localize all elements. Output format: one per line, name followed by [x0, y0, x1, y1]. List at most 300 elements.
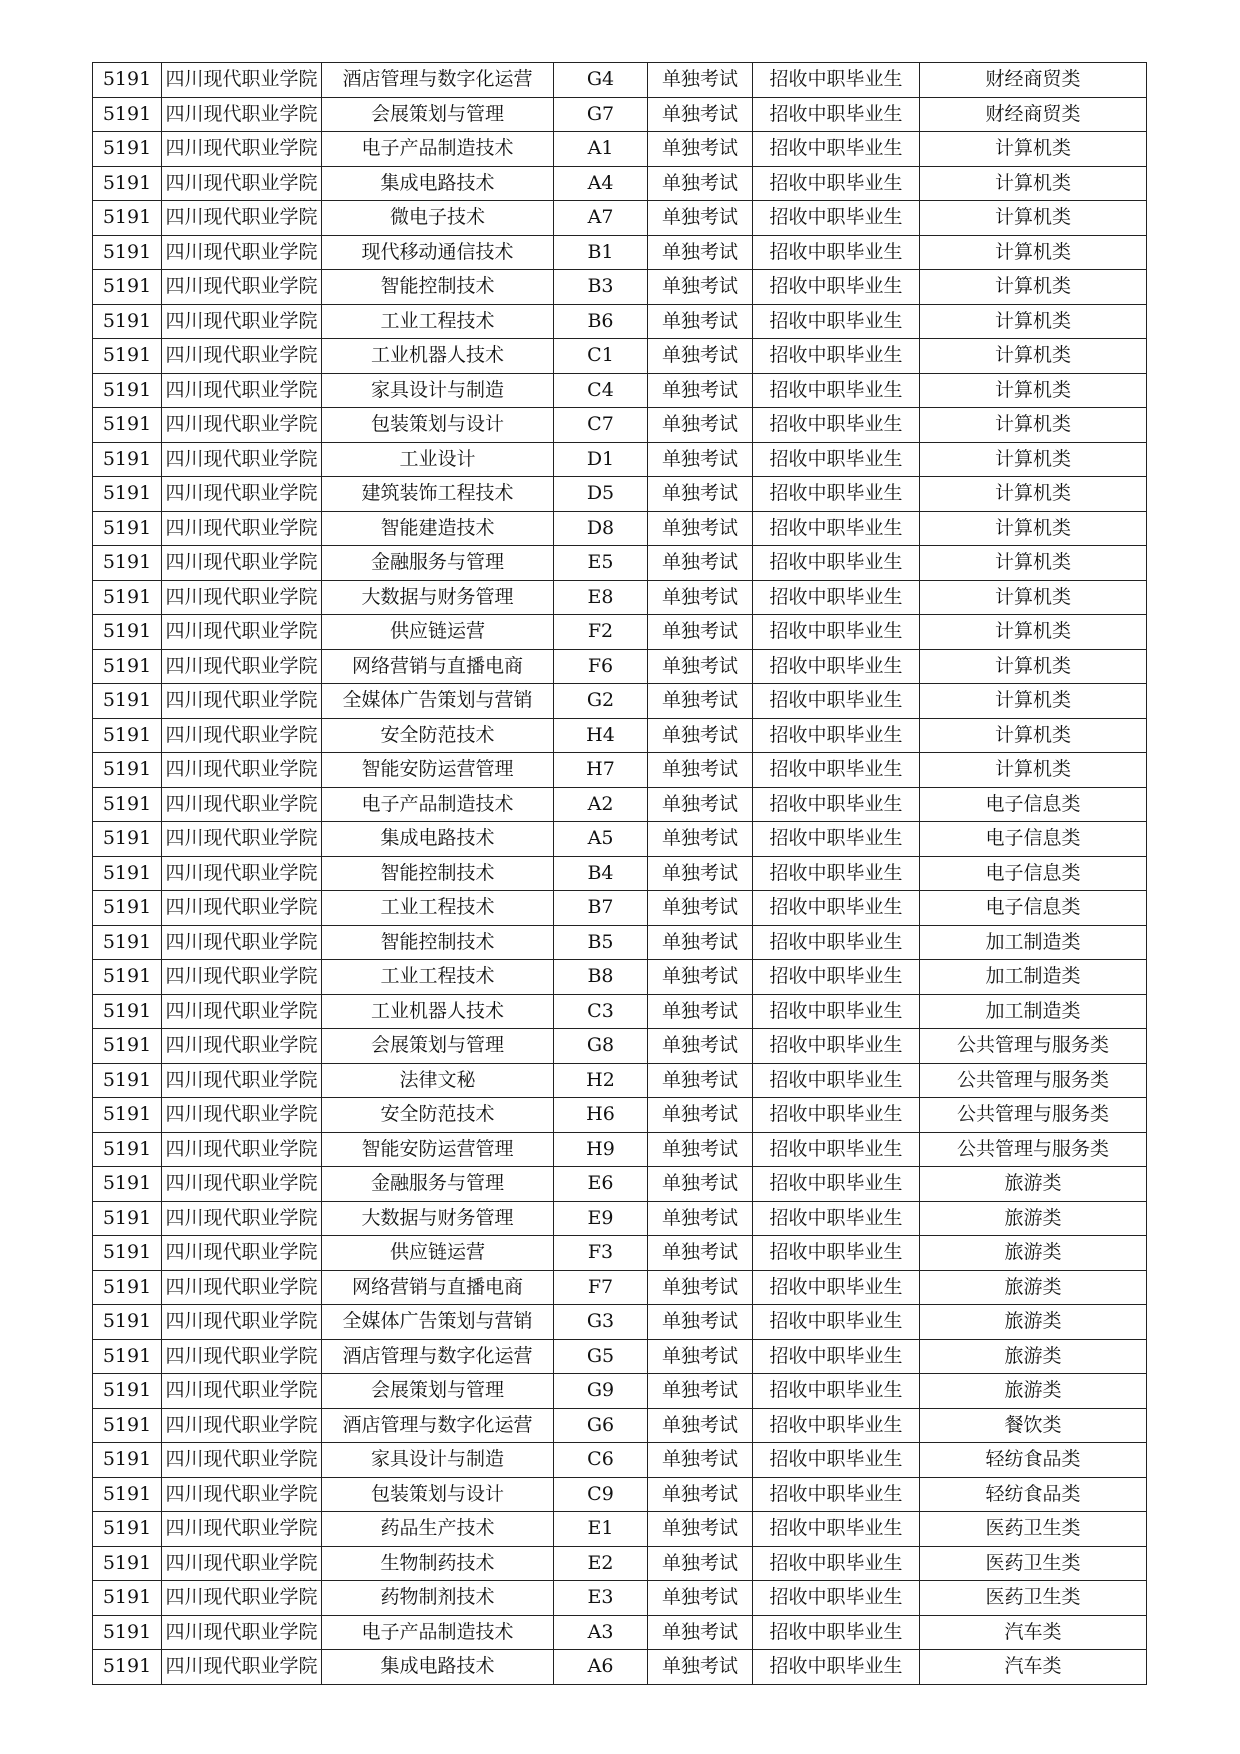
school-code-cell: 5191	[93, 891, 162, 926]
category-cell: 计算机类	[920, 442, 1147, 477]
major-name-cell: 智能控制技术	[322, 270, 554, 305]
category-cell: 旅游类	[920, 1270, 1147, 1305]
school-name-cell: 四川现代职业学院	[162, 994, 322, 1029]
enrollment-target-cell: 招收中职毕业生	[753, 546, 920, 581]
major-name-cell: 金融服务与管理	[322, 1167, 554, 1202]
category-cell: 财经商贸类	[920, 63, 1147, 98]
category-cell: 加工制造类	[920, 925, 1147, 960]
major-code-cell: C3	[554, 994, 648, 1029]
table-row	[93, 166, 1147, 201]
major-code-cell: A5	[554, 822, 648, 857]
major-code-cell: A1	[554, 132, 648, 167]
school-name-cell: 四川现代职业学院	[162, 339, 322, 374]
enrollment-target-cell: 招收中职毕业生	[753, 1650, 920, 1685]
exam-type-cell: 单独考试	[648, 1098, 753, 1133]
major-name-cell: 酒店管理与数字化运营	[322, 63, 554, 98]
table-row	[93, 1201, 1147, 1236]
enrollment-target-cell: 招收中职毕业生	[753, 649, 920, 684]
category-cell: 计算机类	[920, 477, 1147, 512]
enrollment-target-cell: 招收中职毕业生	[753, 63, 920, 98]
school-name-cell: 四川现代职业学院	[162, 684, 322, 719]
school-code-cell: 5191	[93, 477, 162, 512]
school-name-cell: 四川现代职业学院	[162, 1132, 322, 1167]
category-cell: 计算机类	[920, 649, 1147, 684]
major-name-cell: 网络营销与直播电商	[322, 649, 554, 684]
enrollment-target-cell: 招收中职毕业生	[753, 753, 920, 788]
school-code-cell: 5191	[93, 753, 162, 788]
major-name-cell: 集成电路技术	[322, 822, 554, 857]
major-code-cell: D1	[554, 442, 648, 477]
school-code-cell: 5191	[93, 511, 162, 546]
table-row	[93, 580, 1147, 615]
school-name-cell: 四川现代职业学院	[162, 408, 322, 443]
school-name-cell: 四川现代职业学院	[162, 1270, 322, 1305]
major-code-cell: D5	[554, 477, 648, 512]
exam-type-cell: 单独考试	[648, 787, 753, 822]
enrollment-target-cell: 招收中职毕业生	[753, 1063, 920, 1098]
school-code-cell: 5191	[93, 994, 162, 1029]
exam-type-cell: 单独考试	[648, 1546, 753, 1581]
school-name-cell: 四川现代职业学院	[162, 477, 322, 512]
major-name-cell: 会展策划与管理	[322, 1374, 554, 1409]
school-code-cell: 5191	[93, 1615, 162, 1650]
school-code-cell: 5191	[93, 1581, 162, 1616]
table-row	[93, 1236, 1147, 1271]
enrollment-target-cell: 招收中职毕业生	[753, 442, 920, 477]
table-row	[93, 270, 1147, 305]
table-row	[93, 546, 1147, 581]
school-code-cell: 5191	[93, 132, 162, 167]
major-name-cell: 包装策划与设计	[322, 408, 554, 443]
table-row	[93, 1098, 1147, 1133]
enrollment-target-cell: 招收中职毕业生	[753, 994, 920, 1029]
major-name-cell: 工业工程技术	[322, 304, 554, 339]
school-name-cell: 四川现代职业学院	[162, 1167, 322, 1202]
category-cell: 轻纺食品类	[920, 1443, 1147, 1478]
school-name-cell: 四川现代职业学院	[162, 1443, 322, 1478]
exam-type-cell: 单独考试	[648, 270, 753, 305]
school-code-cell: 5191	[93, 1443, 162, 1478]
exam-type-cell: 单独考试	[648, 1615, 753, 1650]
enrollment-target-cell: 招收中职毕业生	[753, 1098, 920, 1133]
major-name-cell: 电子产品制造技术	[322, 1615, 554, 1650]
school-code-cell: 5191	[93, 580, 162, 615]
table-row	[93, 891, 1147, 926]
category-cell: 医药卫生类	[920, 1581, 1147, 1616]
school-code-cell: 5191	[93, 1132, 162, 1167]
major-name-cell: 集成电路技术	[322, 1650, 554, 1685]
school-name-cell: 四川现代职业学院	[162, 235, 322, 270]
category-cell: 计算机类	[920, 408, 1147, 443]
school-code-cell: 5191	[93, 1098, 162, 1133]
enrollment-target-cell: 招收中职毕业生	[753, 1546, 920, 1581]
school-code-cell: 5191	[93, 63, 162, 98]
category-cell: 计算机类	[920, 580, 1147, 615]
exam-type-cell: 单独考试	[648, 856, 753, 891]
exam-type-cell: 单独考试	[648, 1581, 753, 1616]
major-code-cell: A2	[554, 787, 648, 822]
major-code-cell: G4	[554, 63, 648, 98]
major-name-cell: 生物制药技术	[322, 1546, 554, 1581]
major-code-cell: G3	[554, 1305, 648, 1340]
table-row	[93, 1339, 1147, 1374]
school-name-cell: 四川现代职业学院	[162, 201, 322, 236]
exam-type-cell: 单独考试	[648, 339, 753, 374]
exam-type-cell: 单独考试	[648, 1063, 753, 1098]
school-name-cell: 四川现代职业学院	[162, 1615, 322, 1650]
exam-type-cell: 单独考试	[648, 63, 753, 98]
major-name-cell: 法律文秘	[322, 1063, 554, 1098]
major-code-cell: A4	[554, 166, 648, 201]
table-row	[93, 649, 1147, 684]
major-name-cell: 家具设计与制造	[322, 373, 554, 408]
category-cell: 计算机类	[920, 615, 1147, 650]
exam-type-cell: 单独考试	[648, 1408, 753, 1443]
major-code-cell: B1	[554, 235, 648, 270]
major-name-cell: 智能建造技术	[322, 511, 554, 546]
school-code-cell: 5191	[93, 1546, 162, 1581]
table-row	[93, 925, 1147, 960]
major-name-cell: 智能安防运营管理	[322, 1132, 554, 1167]
enrollment-target-cell: 招收中职毕业生	[753, 1477, 920, 1512]
school-code-cell: 5191	[93, 408, 162, 443]
school-code-cell: 5191	[93, 649, 162, 684]
category-cell: 财经商贸类	[920, 97, 1147, 132]
school-name-cell: 四川现代职业学院	[162, 787, 322, 822]
major-name-cell: 工业机器人技术	[322, 339, 554, 374]
major-code-cell: E1	[554, 1512, 648, 1547]
school-code-cell: 5191	[93, 856, 162, 891]
exam-type-cell: 单独考试	[648, 201, 753, 236]
major-code-cell: H9	[554, 1132, 648, 1167]
table-row	[93, 511, 1147, 546]
table-row	[93, 1546, 1147, 1581]
exam-type-cell: 单独考试	[648, 925, 753, 960]
major-name-cell: 会展策划与管理	[322, 1029, 554, 1064]
major-name-cell: 工业设计	[322, 442, 554, 477]
school-code-cell: 5191	[93, 201, 162, 236]
enrollment-target-cell: 招收中职毕业生	[753, 891, 920, 926]
category-cell: 公共管理与服务类	[920, 1063, 1147, 1098]
category-cell: 旅游类	[920, 1236, 1147, 1271]
category-cell: 电子信息类	[920, 856, 1147, 891]
school-name-cell: 四川现代职业学院	[162, 1581, 322, 1616]
school-code-cell: 5191	[93, 1063, 162, 1098]
category-cell: 电子信息类	[920, 787, 1147, 822]
exam-type-cell: 单独考试	[648, 166, 753, 201]
school-name-cell: 四川现代职业学院	[162, 1374, 322, 1409]
major-code-cell: D8	[554, 511, 648, 546]
major-name-cell: 工业机器人技术	[322, 994, 554, 1029]
exam-type-cell: 单独考试	[648, 684, 753, 719]
enrollment-target-cell: 招收中职毕业生	[753, 1408, 920, 1443]
table-row	[93, 718, 1147, 753]
enrollment-target-cell: 招收中职毕业生	[753, 718, 920, 753]
major-code-cell: C7	[554, 408, 648, 443]
school-name-cell: 四川现代职业学院	[162, 615, 322, 650]
school-code-cell: 5191	[93, 97, 162, 132]
major-code-cell: B7	[554, 891, 648, 926]
enrollment-target-cell: 招收中职毕业生	[753, 201, 920, 236]
exam-type-cell: 单独考试	[648, 373, 753, 408]
exam-type-cell: 单独考试	[648, 1650, 753, 1685]
category-cell: 旅游类	[920, 1339, 1147, 1374]
table-row	[93, 235, 1147, 270]
table-row	[93, 960, 1147, 995]
major-code-cell: B3	[554, 270, 648, 305]
major-code-cell: E8	[554, 580, 648, 615]
school-code-cell: 5191	[93, 270, 162, 305]
admission-table	[92, 62, 1147, 1685]
major-name-cell: 网络营销与直播电商	[322, 1270, 554, 1305]
table-row	[93, 63, 1147, 98]
major-code-cell: G2	[554, 684, 648, 719]
exam-type-cell: 单独考试	[648, 615, 753, 650]
exam-type-cell: 单独考试	[648, 304, 753, 339]
table-row	[93, 1132, 1147, 1167]
major-name-cell: 建筑装饰工程技术	[322, 477, 554, 512]
school-name-cell: 四川现代职业学院	[162, 1339, 322, 1374]
major-code-cell: G5	[554, 1339, 648, 1374]
major-name-cell: 大数据与财务管理	[322, 1201, 554, 1236]
exam-type-cell: 单独考试	[648, 546, 753, 581]
major-code-cell: G9	[554, 1374, 648, 1409]
table-row	[93, 615, 1147, 650]
category-cell: 计算机类	[920, 511, 1147, 546]
enrollment-target-cell: 招收中职毕业生	[753, 1512, 920, 1547]
table-row	[93, 339, 1147, 374]
major-code-cell: C6	[554, 1443, 648, 1478]
major-code-cell: G6	[554, 1408, 648, 1443]
school-name-cell: 四川现代职业学院	[162, 166, 322, 201]
school-code-cell: 5191	[93, 1339, 162, 1374]
exam-type-cell: 单独考试	[648, 753, 753, 788]
school-name-cell: 四川现代职业学院	[162, 373, 322, 408]
table-row	[93, 1615, 1147, 1650]
enrollment-target-cell: 招收中职毕业生	[753, 235, 920, 270]
enrollment-target-cell: 招收中职毕业生	[753, 373, 920, 408]
school-code-cell: 5191	[93, 1477, 162, 1512]
school-name-cell: 四川现代职业学院	[162, 63, 322, 98]
major-name-cell: 现代移动通信技术	[322, 235, 554, 270]
school-name-cell: 四川现代职业学院	[162, 1098, 322, 1133]
enrollment-target-cell: 招收中职毕业生	[753, 1305, 920, 1340]
table-row	[93, 1374, 1147, 1409]
exam-type-cell: 单独考试	[648, 235, 753, 270]
major-name-cell: 工业工程技术	[322, 960, 554, 995]
major-name-cell: 包装策划与设计	[322, 1477, 554, 1512]
category-cell: 计算机类	[920, 201, 1147, 236]
major-code-cell: B6	[554, 304, 648, 339]
school-name-cell: 四川现代职业学院	[162, 1063, 322, 1098]
major-name-cell: 智能控制技术	[322, 856, 554, 891]
category-cell: 电子信息类	[920, 891, 1147, 926]
exam-type-cell: 单独考试	[648, 960, 753, 995]
category-cell: 公共管理与服务类	[920, 1029, 1147, 1064]
category-cell: 计算机类	[920, 166, 1147, 201]
category-cell: 汽车类	[920, 1615, 1147, 1650]
table-row	[93, 684, 1147, 719]
table-row	[93, 1063, 1147, 1098]
table-row	[93, 753, 1147, 788]
school-code-cell: 5191	[93, 1305, 162, 1340]
school-code-cell: 5191	[93, 822, 162, 857]
table-row	[93, 442, 1147, 477]
table-row	[93, 1512, 1147, 1547]
school-code-cell: 5191	[93, 546, 162, 581]
school-code-cell: 5191	[93, 1650, 162, 1685]
category-cell: 计算机类	[920, 132, 1147, 167]
enrollment-target-cell: 招收中职毕业生	[753, 339, 920, 374]
school-code-cell: 5191	[93, 1374, 162, 1409]
enrollment-target-cell: 招收中职毕业生	[753, 1374, 920, 1409]
enrollment-target-cell: 招收中职毕业生	[753, 960, 920, 995]
enrollment-target-cell: 招收中职毕业生	[753, 1029, 920, 1064]
school-code-cell: 5191	[93, 615, 162, 650]
enrollment-target-cell: 招收中职毕业生	[753, 1201, 920, 1236]
category-cell: 计算机类	[920, 339, 1147, 374]
enrollment-target-cell: 招收中职毕业生	[753, 1581, 920, 1616]
category-cell: 计算机类	[920, 235, 1147, 270]
major-name-cell: 微电子技术	[322, 201, 554, 236]
major-code-cell: H6	[554, 1098, 648, 1133]
major-code-cell: H7	[554, 753, 648, 788]
enrollment-target-cell: 招收中职毕业生	[753, 1236, 920, 1271]
major-code-cell: A6	[554, 1650, 648, 1685]
school-name-cell: 四川现代职业学院	[162, 511, 322, 546]
exam-type-cell: 单独考试	[648, 1029, 753, 1064]
school-name-cell: 四川现代职业学院	[162, 132, 322, 167]
exam-type-cell: 单独考试	[648, 1443, 753, 1478]
school-name-cell: 四川现代职业学院	[162, 546, 322, 581]
school-name-cell: 四川现代职业学院	[162, 1408, 322, 1443]
enrollment-target-cell: 招收中职毕业生	[753, 408, 920, 443]
exam-type-cell: 单独考试	[648, 822, 753, 857]
enrollment-target-cell: 招收中职毕业生	[753, 1167, 920, 1202]
school-name-cell: 四川现代职业学院	[162, 1650, 322, 1685]
major-name-cell: 大数据与财务管理	[322, 580, 554, 615]
category-cell: 电子信息类	[920, 822, 1147, 857]
school-name-cell: 四川现代职业学院	[162, 442, 322, 477]
category-cell: 旅游类	[920, 1201, 1147, 1236]
enrollment-target-cell: 招收中职毕业生	[753, 270, 920, 305]
exam-type-cell: 单独考试	[648, 442, 753, 477]
enrollment-target-cell: 招收中职毕业生	[753, 615, 920, 650]
category-cell: 计算机类	[920, 753, 1147, 788]
major-name-cell: 全媒体广告策划与营销	[322, 684, 554, 719]
major-name-cell: 电子产品制造技术	[322, 787, 554, 822]
school-code-cell: 5191	[93, 1408, 162, 1443]
major-code-cell: F7	[554, 1270, 648, 1305]
major-code-cell: B4	[554, 856, 648, 891]
enrollment-target-cell: 招收中职毕业生	[753, 1339, 920, 1374]
category-cell: 加工制造类	[920, 960, 1147, 995]
school-name-cell: 四川现代职业学院	[162, 1477, 322, 1512]
enrollment-target-cell: 招收中职毕业生	[753, 304, 920, 339]
school-code-cell: 5191	[93, 1167, 162, 1202]
exam-type-cell: 单独考试	[648, 477, 753, 512]
enrollment-target-cell: 招收中职毕业生	[753, 787, 920, 822]
school-code-cell: 5191	[93, 718, 162, 753]
exam-type-cell: 单独考试	[648, 511, 753, 546]
school-code-cell: 5191	[93, 166, 162, 201]
table-row	[93, 1270, 1147, 1305]
enrollment-target-cell: 招收中职毕业生	[753, 166, 920, 201]
major-code-cell: B5	[554, 925, 648, 960]
major-name-cell: 会展策划与管理	[322, 97, 554, 132]
school-code-cell: 5191	[93, 442, 162, 477]
category-cell: 计算机类	[920, 718, 1147, 753]
enrollment-target-cell: 招收中职毕业生	[753, 684, 920, 719]
exam-type-cell: 单独考试	[648, 1270, 753, 1305]
school-code-cell: 5191	[93, 1512, 162, 1547]
enrollment-target-cell: 招收中职毕业生	[753, 97, 920, 132]
category-cell: 公共管理与服务类	[920, 1132, 1147, 1167]
exam-type-cell: 单独考试	[648, 1236, 753, 1271]
table-row	[93, 1029, 1147, 1064]
enrollment-target-cell: 招收中职毕业生	[753, 1443, 920, 1478]
school-name-cell: 四川现代职业学院	[162, 1546, 322, 1581]
major-code-cell: E2	[554, 1546, 648, 1581]
table-row	[93, 477, 1147, 512]
school-name-cell: 四川现代职业学院	[162, 270, 322, 305]
category-cell: 计算机类	[920, 304, 1147, 339]
category-cell: 旅游类	[920, 1167, 1147, 1202]
school-name-cell: 四川现代职业学院	[162, 718, 322, 753]
exam-type-cell: 单独考试	[648, 1132, 753, 1167]
table-row	[93, 373, 1147, 408]
category-cell: 计算机类	[920, 270, 1147, 305]
major-code-cell: H2	[554, 1063, 648, 1098]
school-name-cell: 四川现代职业学院	[162, 304, 322, 339]
major-code-cell: A3	[554, 1615, 648, 1650]
exam-type-cell: 单独考试	[648, 1512, 753, 1547]
major-code-cell: F3	[554, 1236, 648, 1271]
major-name-cell: 全媒体广告策划与营销	[322, 1305, 554, 1340]
major-name-cell: 家具设计与制造	[322, 1443, 554, 1478]
category-cell: 计算机类	[920, 373, 1147, 408]
enrollment-target-cell: 招收中职毕业生	[753, 822, 920, 857]
school-code-cell: 5191	[93, 684, 162, 719]
school-name-cell: 四川现代职业学院	[162, 753, 322, 788]
table-body	[93, 63, 1147, 1685]
major-name-cell: 安全防范技术	[322, 718, 554, 753]
school-name-cell: 四川现代职业学院	[162, 649, 322, 684]
enrollment-target-cell: 招收中职毕业生	[753, 580, 920, 615]
school-code-cell: 5191	[93, 960, 162, 995]
category-cell: 旅游类	[920, 1374, 1147, 1409]
major-code-cell: G8	[554, 1029, 648, 1064]
school-name-cell: 四川现代职业学院	[162, 856, 322, 891]
enrollment-target-cell: 招收中职毕业生	[753, 1270, 920, 1305]
enrollment-target-cell: 招收中职毕业生	[753, 1132, 920, 1167]
exam-type-cell: 单独考试	[648, 1167, 753, 1202]
exam-type-cell: 单独考试	[648, 891, 753, 926]
exam-type-cell: 单独考试	[648, 994, 753, 1029]
enrollment-target-cell: 招收中职毕业生	[753, 856, 920, 891]
school-code-cell: 5191	[93, 1201, 162, 1236]
table-row	[93, 1167, 1147, 1202]
major-name-cell: 智能控制技术	[322, 925, 554, 960]
school-code-cell: 5191	[93, 304, 162, 339]
exam-type-cell: 单独考试	[648, 1201, 753, 1236]
table-row	[93, 201, 1147, 236]
school-code-cell: 5191	[93, 1236, 162, 1271]
major-code-cell: B8	[554, 960, 648, 995]
major-name-cell: 供应链运营	[322, 615, 554, 650]
exam-type-cell: 单独考试	[648, 97, 753, 132]
table-row	[93, 822, 1147, 857]
